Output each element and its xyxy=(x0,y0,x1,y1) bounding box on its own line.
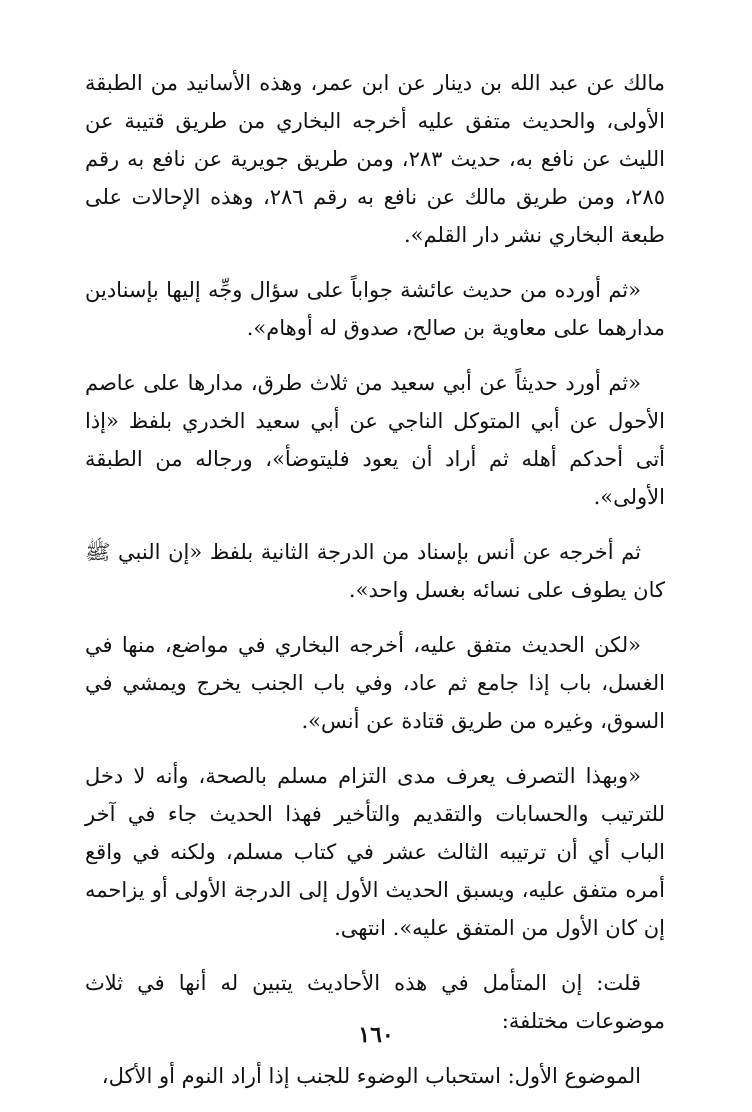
paragraph: قلت: إن المتأمل في هذه الأحاديث يتبين له أنها في ثلاث موضوعات مختلفة: xyxy=(85,971,665,1033)
page-body xyxy=(85,64,665,1112)
paragraph: «ثم أورده من حديث عائشة جواباً على سؤال وجِّه إليها بإسنادين مدارهما على معاوية بن صالح، صدوق له أوهام». xyxy=(85,278,665,340)
paragraph: «ثم أورد حديثاً عن أبي سعيد من ثلاث طرق، مدارها على عاصم الأحول عن أبي المتوكل الناجي عن أبي سعيد الخدري بلفظ «إذا أتى أحدكم أهله ثم أراد أن يعود فليتوضأ»، ورجاله من الطبقة الأولى». xyxy=(85,371,665,509)
paragraph: «لكن الحديث متفق عليه، أخرجه البخاري في مواضع، منها في الغسل، باب إذا جامع ثم عاد، وفي باب الجنب يخرج ويمشي في السوق، وغيره من طريق قتادة عن أنس». xyxy=(85,633,665,733)
paragraph: الموضوع الأول: استحباب الوضوء للجنب إذا أراد النوم أو الأكل، xyxy=(101,1064,641,1088)
paragraph: «وبهذا التصرف يعرف مدى التزام مسلم بالصحة، وأنه لا دخل للترتيب والحسابات والتقديم والتأخير فهذا الحديث جاء في آخر الباب أي أن ترتيبه الثالث عشر في كتاب مسلم، ولكنه في واقع أمره متفق عليه، ويسبق الحديث الأول إلى الدرجة الأولى أو يزاحمه إن كان الأول من المتفق عليه». انتهى. xyxy=(85,764,665,940)
paragraph: مالك عن عبد الله بن دينار عن ابن عمر، وهذه الأسانيد من الطبقة الأولى، والحديث متفق عليه أخرجه البخاري من طريق قتيبة عن الليث عن نافع به، حديث ٢٨٣، ومن طريق جويرية عن نافع به رقم ٢٨٥، ومن طريق مالك عن نافع به رقم ٢٨٦، وهذه الإحالات على طبعة البخاري نشر دار القلم». xyxy=(85,71,666,247)
page-number: ١٦٠ xyxy=(358,1022,394,1048)
paragraph: ثم أخرجه عن أنس بإسناد من الدرجة الثانية بلفظ «إن النبي ﷺ كان يطوف على نسائه بغسل واحد». xyxy=(85,540,665,602)
